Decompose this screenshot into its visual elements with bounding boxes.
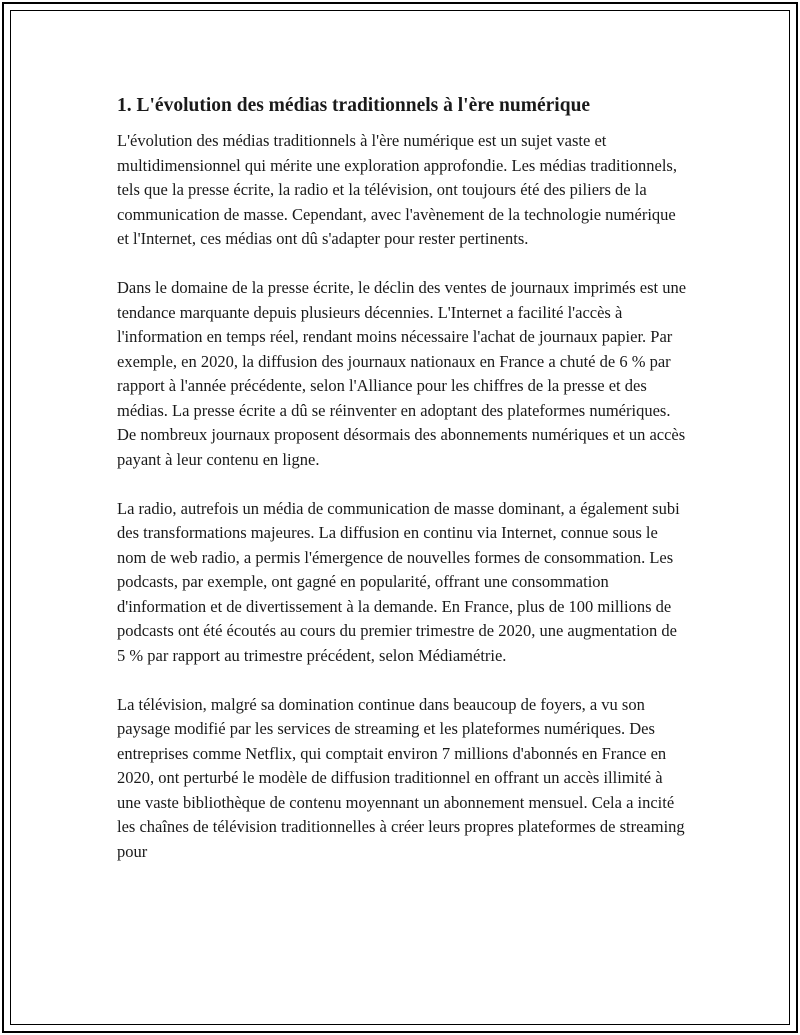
paragraph-press: Dans le domaine de la presse écrite, le déclin des ventes de journaux imprimés est une tendance marquante depuis plusieurs décennies. L'Internet a facilité l'accès à l'information en temps réel, rendant moins nécessaire l'achat de journaux papier. Par exemple, en 2020, la diffusion des journaux nationaux en France a chuté de 6 % par rapport à l'année précédente, selon l'Alliance pour les chiffres de la presse et des médias. La presse écrite a dû se réinventer en adoptant des plateformes numériques. De nombreux journaux proposent désormais des abonnements numériques et un accès payant à leur contenu en ligne. bbox=[117, 278, 687, 469]
paragraph-radio: La radio, autrefois un média de communication de masse dominant, a également subi des transformations majeures. La diffusion en continu via Internet, connue sous le nom de web radio, a permis l'émergence de nouvelles formes de consommation. Les podcasts, par exemple, ont gagné en popularité, offrant une consommation d'information et de divertissement à la demande. En France, plus de 100 millions de podcasts ont été écoutés au cours du premier trimestre de 2020, une augmentation de 5 % par rapport au trimestre précédent, selon Médiamétrie. bbox=[117, 498, 680, 665]
section-heading: 1. L'évolution des médias traditionnels à l'ère numérique bbox=[117, 95, 591, 116]
paragraph-intro: L'évolution des médias traditionnels à l'ère numérique est un sujet vaste et multidimensionnel qui mérite une exploration approfondie. Les médias traditionnels, tels que la presse écrite, la radio et la télévision, ont toujours été des piliers de la communication de masse. Cependant, avec l'avènement de la technologie numérique et l'Internet, ces médias ont dû s'adapter pour rester pertinents. bbox=[117, 131, 677, 248]
document-body bbox=[117, 91, 689, 864]
paragraph-television: La télévision, malgré sa domination continue dans beaucoup de foyers, a vu son paysage modifié par les services de streaming et les plateformes numériques. Des entreprises comme Netflix, qui comptait environ 7 millions d'abonnés en France en 2020, ont perturbé le modèle de diffusion traditionnel en offrant un accès illimité à une vaste bibliothèque de contenu moyennant un abonnement mensuel. Cela a incité les chaînes de télévision traditionnelles à créer leurs propres plateformes de streaming pour bbox=[117, 694, 685, 861]
